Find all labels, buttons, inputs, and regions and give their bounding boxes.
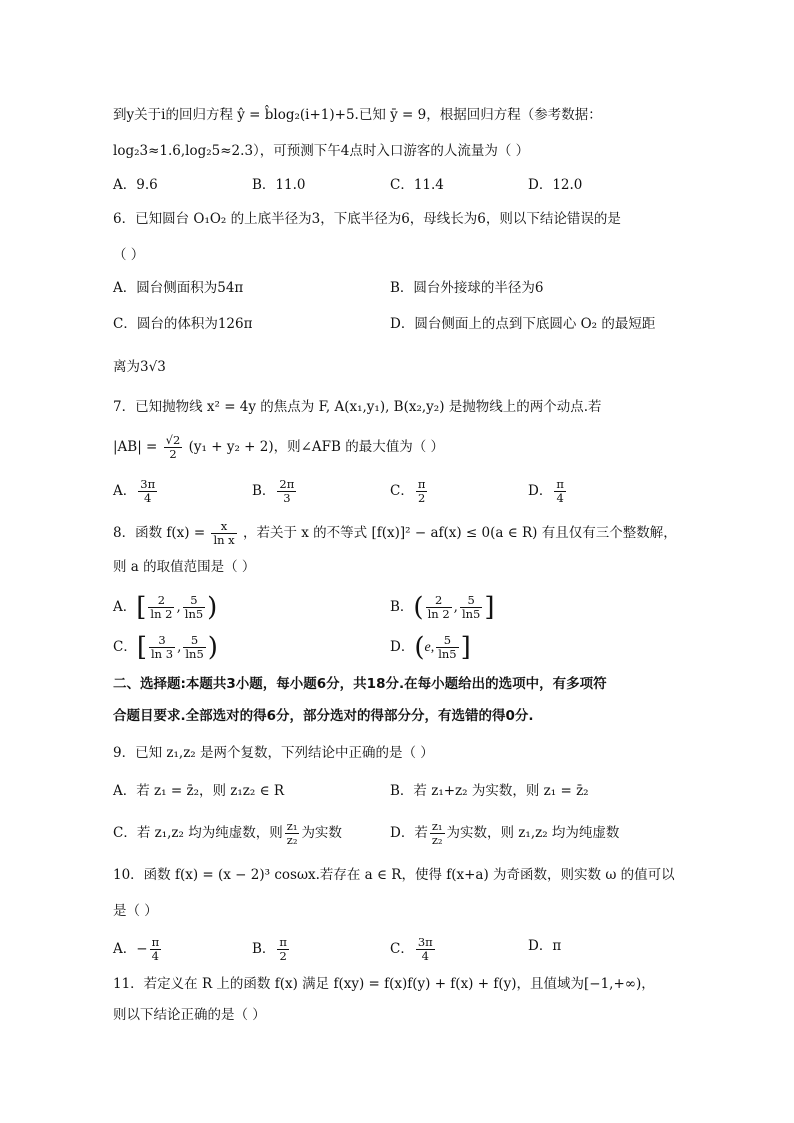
- q11-stem: 11．若定义在 R 上的函数 f(x) 满足 f(xy) = f(x)f(y) + f(x) + f(y)，且值域为[−1,+∞)，: [113, 976, 655, 992]
- frac-den: ln 3: [151, 647, 174, 661]
- q6-option-d: D．圆台侧面上的点到下底圆心 O₂ 的最短距: [390, 316, 656, 332]
- q9-d-text: D．若: [390, 825, 428, 841]
- frac: [183, 634, 205, 661]
- frac-den: 4: [421, 949, 429, 963]
- q9-c-text: C．若 z₁,z₂ 均为纯虚数，则: [113, 825, 283, 841]
- label: A．: [113, 599, 137, 615]
- q9-d-rest: 为实数，则 z₁,z₂ 均为纯虚数: [446, 825, 620, 841]
- frac-den: 2: [417, 491, 426, 505]
- q7-option-d: [528, 478, 568, 505]
- frac-den: ln 2: [150, 607, 173, 621]
- q9-option-c: [113, 820, 342, 847]
- frac-den: ln5: [438, 647, 457, 661]
- frac: [277, 936, 289, 963]
- frac-den: z₂: [431, 833, 443, 847]
- q9-stem: 9．已知 z₁,z₂ 是两个复数，下列结论中正确的是（ ）: [113, 745, 434, 761]
- q7-frac-num: √2: [165, 433, 181, 447]
- frac: [148, 594, 174, 621]
- q8-frac: [211, 520, 236, 547]
- frac-num: z₁: [286, 819, 298, 833]
- frac-num: 5: [460, 594, 482, 608]
- q7-abs-ab: |AB| =: [113, 439, 158, 455]
- frac-num: 2: [426, 594, 452, 608]
- e-value: e,: [424, 640, 435, 655]
- q9-c-rest: 为实数: [301, 825, 342, 841]
- frac-num: 5: [183, 634, 205, 648]
- bracket: ]: [484, 592, 495, 623]
- q6-option-c: C．圆台的体积为126π: [113, 316, 253, 332]
- frac-den: ln5: [461, 607, 481, 621]
- frac-num: 2: [148, 594, 174, 608]
- q9-option-b: B．若 z₁+z₂ 为实数，则 z₁ = z̄₂: [390, 783, 589, 799]
- frac-num: 3π: [417, 935, 433, 949]
- frac-den: ln5: [184, 607, 204, 621]
- q9-option-a: A．若 z₁ = z̄₂，则 z₁z₂ ∈ R: [113, 783, 285, 799]
- section-heading-2: 合题目要求.全部选对的得6分，部分选对的得部分分，有选错的得0分.: [113, 708, 534, 724]
- frac-num: π: [417, 477, 426, 491]
- bracket: [: [136, 632, 147, 663]
- label: B．: [390, 599, 414, 615]
- q6-option-a: A．圆台侧面积为54π: [113, 280, 244, 296]
- q7-frac-den: 2: [169, 447, 177, 461]
- frac-den: 2: [279, 949, 287, 963]
- frac: [460, 594, 482, 621]
- frac-num: 3: [149, 634, 175, 648]
- frac-den: ln 2: [427, 607, 450, 621]
- frac-num: 5: [183, 594, 205, 608]
- label: D．: [390, 639, 415, 655]
- q5-line2: log₂3≈1.6,log₂5≈2.3），可预测下午4点时入口游客的人流量为（ ）: [113, 143, 530, 159]
- q8-stem-rest: ，若关于 x 的不等式 [f(x)]² − af(x) ≤ 0(a ∈ R) 有且仅有三个整数解，: [242, 525, 677, 541]
- pi-value: π: [552, 938, 562, 954]
- q7-stem-rest: (y₁ + y₂ + 2)，则∠AFB 的最大值为（ ）: [188, 439, 445, 455]
- q7-fraction: [164, 434, 183, 461]
- frac: [416, 936, 435, 963]
- q7-stem-2: [113, 434, 444, 461]
- q5-option-d: D．12.0: [528, 177, 583, 193]
- frac-num: π: [151, 935, 160, 949]
- q8-option-d: [390, 634, 471, 661]
- q8-option-a: A．[ $\frac{2}{\ln 2}$ , $\frac{5}{\ln 5}$ ): [113, 592, 218, 623]
- q7-option-c-frac: [416, 478, 428, 505]
- q5-line1: 到y关于i的回归方程 ŷ = b̂log₂(i+1)+5.已知 ȳ = 9，根据回归方程（参考数据：: [113, 107, 602, 123]
- q6-paren: （ ）: [113, 247, 145, 263]
- q10-stem-2: 是（ ）: [113, 903, 158, 919]
- frac-num: 2π: [279, 477, 295, 491]
- frac-num: x: [211, 520, 236, 534]
- frac-den: 3: [283, 491, 291, 505]
- bracket: (: [414, 632, 425, 663]
- bracket: [: [136, 592, 147, 623]
- q7-option-a: [113, 478, 159, 505]
- frac-den: 4: [144, 491, 152, 505]
- q7-stem: 7．已知抛物线 x² = 4y 的焦点为 F, A(x₁,y₁), B(x₂,y₂) 是抛物线上的两个动点.若: [113, 399, 602, 415]
- label: C．: [390, 941, 414, 957]
- q10-option-a: [113, 936, 163, 963]
- bracket: ): [207, 632, 218, 663]
- frac-num: 5: [436, 634, 458, 648]
- frac-den: ln5: [185, 647, 204, 661]
- q7-option-b-frac: [277, 478, 296, 505]
- q9-option-d: [390, 820, 619, 847]
- label: B．: [252, 941, 276, 957]
- q7-option-b: [252, 478, 298, 505]
- q10-option-d: [528, 936, 561, 956]
- q8-option-b: B．( $\frac{2}{\ln 2}$ , $\frac{5}{\ln 5}$ ]: [390, 592, 495, 623]
- minus-sign: −: [136, 941, 148, 957]
- label: C．: [113, 639, 137, 655]
- q7-option-c: [390, 478, 429, 505]
- q5-option-c: C．11.4: [390, 177, 444, 193]
- q6-option-d-cont: 离为3√3: [113, 359, 166, 375]
- q7-option-b-label: B．: [252, 483, 276, 499]
- frac: [430, 820, 445, 847]
- q8-func: 8．函数 f(x) =: [113, 525, 206, 541]
- frac: [436, 634, 458, 661]
- q6-stem: 6．已知圆台 O₁O₂ 的上底半径为3，下底半径为6，母线长为6，则以下结论错误的是: [113, 211, 621, 227]
- q7-option-a-label: A．: [113, 483, 137, 499]
- q11-stem-2: 则以下结论正确的是（ ）: [113, 1007, 266, 1023]
- frac-num: π: [279, 935, 287, 949]
- frac: [150, 936, 162, 963]
- q7-option-c-label: C．: [390, 483, 414, 499]
- label: A．: [113, 941, 137, 957]
- bracket: ]: [460, 632, 471, 663]
- q7-option-d-label: D．: [528, 483, 553, 499]
- bracket: (: [413, 592, 424, 623]
- q10-stem: 10．函数 f(x) = (x − 2)³ cosωx.若存在 a ∈ R，使得 f(x+a) 为奇函数，则实数 ω 的值可以: [113, 867, 675, 883]
- frac-num: z₁: [431, 819, 443, 833]
- q7-option-a-frac: [138, 478, 157, 505]
- frac: [426, 594, 452, 621]
- q5-option-a: A．9.6: [113, 177, 158, 193]
- frac-den: 4: [556, 491, 564, 505]
- frac-den: z₂: [286, 833, 298, 847]
- frac-den: 4: [151, 949, 159, 963]
- q7-option-d-frac: [554, 478, 566, 505]
- label: D．: [528, 938, 553, 954]
- section-heading: 二、选择题:本题共3小题，每小题6分，共18分.在每小题给出的选项中，有多项符: [113, 676, 607, 692]
- frac: [149, 634, 175, 661]
- frac: [285, 820, 300, 847]
- bracket: ): [207, 592, 218, 623]
- q8-option-c: C．[ $\frac{3}{\ln 3}$ , $\frac{5}{\ln 5}$ ): [113, 632, 218, 663]
- q10-option-c: [390, 936, 437, 963]
- q10-option-b: [252, 936, 291, 963]
- q8-stem: [113, 520, 677, 547]
- frac-den: ln x: [213, 533, 235, 547]
- frac: [183, 594, 205, 621]
- frac-num: π: [556, 477, 564, 491]
- q8-stem-2: 则 a 的取值范围是（ ）: [113, 559, 256, 575]
- frac-num: 3π: [140, 477, 156, 491]
- q6-option-b: B．圆台外接球的半径为6: [390, 280, 544, 296]
- q5-option-b: B．11.0: [252, 177, 306, 193]
